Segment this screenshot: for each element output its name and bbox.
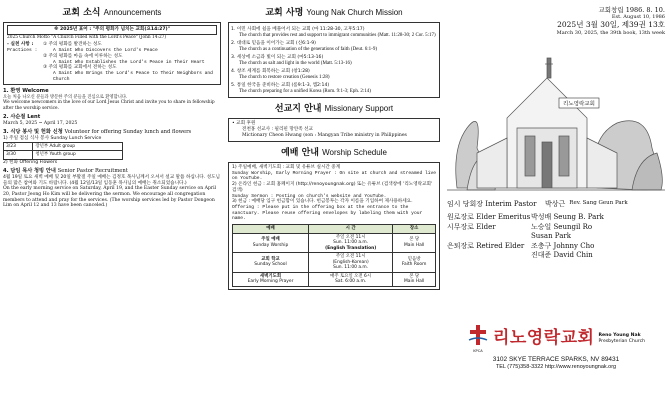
pastor-notice-en: On the early morning service on Saturday, April 19, and the Easter Sunday service on April 20, Pastor Jeong Ho Kim will be delivering the sermon. We encourage all congregation members to attend and pray for the services. (The worship services led by Pastor Dongeon Lim on April 12 and 13 have been canceled.) <box>3 186 217 209</box>
practice-label: - 실천 사항 : <box>7 42 34 48</box>
lunch-group: 장년부 Adult group <box>33 142 123 151</box>
staff-row-retired-elder-2 <box>447 251 665 260</box>
logo-en-line2: Presbyterian Church <box>598 338 646 344</box>
church-contact: TEL (775)358-3322 http://www.renoyoungnak.org <box>495 364 617 371</box>
schedule-time <box>309 253 393 273</box>
table-row <box>233 233 436 253</box>
service-time-note: (English-Korean) <box>332 259 369 265</box>
service-place-en: Main Hall <box>403 279 425 285</box>
mission-3-ko: 3. 세상에 소금과 빛이 되는 교회 (마5:13-16) <box>231 55 324 61</box>
schedule-header-place: 장소 <box>393 225 436 234</box>
staff-name: 진대준 David Chin <box>531 251 593 260</box>
staff-row-interim-pastor <box>447 200 665 209</box>
snack-heading-en: Volunteer for offering Sunday lunch and flowers <box>64 129 192 136</box>
mission-5-en: The church preparing for a unified Korea (Rom. 9:1-3; Eph. 2:14) <box>239 88 371 94</box>
staff-list <box>447 200 665 261</box>
support-item-label: 교회 후원 <box>236 121 256 127</box>
logo-row <box>447 324 665 353</box>
church-sign-text: 리노영락교회 <box>563 101 595 108</box>
service-name-en: Sunday School <box>254 262 287 268</box>
support-title-ko: 선교지 안내 <box>274 104 322 115</box>
staff-role: 은퇴장로 Retired Elder <box>447 241 525 250</box>
church-building-illustration <box>447 38 665 198</box>
service-place-en: Main Hall <box>403 242 425 248</box>
practice-2-ko: ② 주의 평화를 마음 속에 이루하는 성도 <box>43 53 123 59</box>
church-motto: ※ 2025년 표어 : "주의 평화가 넘치는 교회(요14:27)" <box>7 25 217 35</box>
service-name-ko: 교회 학교 <box>261 256 280 262</box>
schedule-service <box>233 233 309 253</box>
lunch-service-table <box>3 142 123 160</box>
pastor-heading-en: Senior Pastor Recruitment <box>57 168 128 175</box>
table-row <box>4 142 123 151</box>
table-row <box>233 253 436 273</box>
logo-name-ko: 리노영락교회 <box>492 327 595 348</box>
support-ko: 전천홍 선교사 : 필리핀 망얀족 선교 <box>242 127 313 133</box>
worship-note-2-en: Sunday Sermon : Posting on church's website and YouTube. <box>232 193 387 199</box>
schedule-header-time: 시 간 <box>309 225 393 234</box>
service-name-en: Early Morning Prayer <box>247 279 294 285</box>
worship-title-ko: 예배 안내 <box>281 147 319 158</box>
snack-heading-ko: 3. 식당 봉사 및 헌화 신청 <box>3 129 63 136</box>
founded-en: Est. August 10, 1986 <box>611 14 665 21</box>
snack-heading <box>3 129 221 136</box>
schedule-time <box>309 272 393 286</box>
practice-1-ko: ① 주의 평화를 발견하는 성도 <box>43 42 102 48</box>
bulletin-date-ko: 2025년 3월 30일, 제39권 13호 <box>557 20 665 30</box>
schedule-service <box>233 272 309 286</box>
mission-box <box>228 22 440 98</box>
practice-3-ko: ③ 주의 평화를 교회에서 전하는 성도 <box>43 65 117 71</box>
service-time-ko: 주일 오전 11시 <box>335 234 366 240</box>
worship-note-1-en: Sunday Worship, Early Morning Prayer : On site at church and streamed live on YouTube. <box>232 170 436 182</box>
staff-name: 박성배 Seung B. Park <box>531 213 604 222</box>
lunch-date: 3/30 <box>4 151 33 160</box>
staff-name: 조충구 Johnny Cho <box>531 241 595 250</box>
practice-1-en: A Saint Who Discovers the Lord's Peace <box>53 48 158 54</box>
schedule-place <box>393 253 436 273</box>
service-time-ko: 매주 토요일 오전 6시 <box>330 273 372 279</box>
mission-2-en: The church as a continuation of the generations of faith (Deut. 6:1-9) <box>239 46 378 52</box>
church-logo-block <box>447 321 665 401</box>
mission-2-ko: 2. 대대로 믿음을 이어가는 교회 (신6:1-9) <box>231 41 316 47</box>
table-row <box>4 151 123 160</box>
service-time-en: Sun. 11:00 a.m. <box>333 240 369 246</box>
service-time-en: Sat. 6:00 a.m. <box>335 279 367 285</box>
worship-schedule-table <box>232 224 436 287</box>
flowers-label: 2) 헌화 Offering Flowers <box>3 159 58 165</box>
mission-title-en: Young Nak Church Mission <box>306 8 403 17</box>
masthead <box>447 6 665 36</box>
staff-role: 원로장로 Elder Emeritus <box>447 213 531 222</box>
worship-box <box>228 162 440 290</box>
lunch-service-label: 1) 주일 점심 식사 봉사 Sunday Lunch Service <box>3 135 102 141</box>
cover-column <box>447 6 665 371</box>
mission-4-en: The church to restore creation (Genesis 1:28) <box>239 74 330 80</box>
support-title <box>228 104 440 115</box>
announcements-title-ko: 교회 소식 <box>62 8 101 18</box>
pastor-notice-ko: 4월 19일 토요 새벽 예배 및 20일 부활절 주일 예배는 김정호 목사님께서 오셔서 설교 말씀 하십니다. 성도님들의 많은 참여와 기도 바랍니다. (4월 12일/13일 임동훈 목사님의 예배는 취소되었습니다.) <box>3 174 220 186</box>
service-place-ko: 본 당 <box>409 273 420 279</box>
staff-role: 임시 당회장 Interim Pastor <box>447 200 537 208</box>
announcements-box <box>3 22 221 85</box>
announcements-title <box>3 8 221 19</box>
mission-column <box>228 6 440 290</box>
welcome-ko: 오늘 처음 나오신 분들과 방문한 주의 분들을 진심으로 환영합니다. <box>3 94 128 100</box>
founded-ko: 교회창립 1986. 8. 10. <box>598 6 665 14</box>
church-motto-en: 2025 Church Motto "A Church Filled with the Lord's Peace" (John 14:27) <box>7 34 167 40</box>
cross-logo-icon <box>467 324 489 346</box>
logo-abbr: KPCA <box>473 348 483 353</box>
staff-role: 시무장로 Elder <box>447 222 496 231</box>
mission-1-en: The church that provides rest and support to immigrant communities (Matt. 11:28-30; 2 Cor. 5:17) <box>239 32 436 38</box>
worship-note-3: 3) 헌금 : 예배당 입구 헌금함이 있습니다. 헌금봉투는 각자 이름을 기입하여 제사용하세요. <box>232 199 413 205</box>
mission-1-ko: 1. 이민 사회에 쉼을 베풀어서 되는 교회 (마 11:28-30, 고후5:17) <box>231 27 365 33</box>
service-time-note: (English Translation) <box>325 245 377 251</box>
announcements-column <box>3 6 221 209</box>
staff-name: 노승일 Seungil Ro <box>531 222 593 231</box>
lent-dates: March 5, 2025 ~ April 17, 2025 <box>3 120 78 126</box>
pastor-heading-ko: 4. 담임 목사 청빙 안내 <box>3 168 56 175</box>
lunch-date: 3/23 <box>4 142 33 151</box>
welcome-heading: 1. 환영 Welcome <box>3 88 49 95</box>
support-box <box>228 118 440 141</box>
staff-name: Susan Park <box>531 232 571 241</box>
church-address: 3102 SKYE TERRACE SPARKS, NV 89431 <box>492 356 620 364</box>
mission-title <box>228 8 440 19</box>
welcome-en: We welcome newcomers in the love of our Lord Jesus Christ and invite you to share in fellowship after the worship service. <box>3 100 215 111</box>
staff-name-en: Rev. Sang Geun Park <box>569 200 628 206</box>
logo-name-en <box>598 333 645 344</box>
service-name-ko: 새벽기도회 <box>259 273 282 279</box>
support-title-en: Missionary Support <box>324 104 394 114</box>
service-time-en: Sun. 11:00 a.m. <box>333 265 369 271</box>
kpca-emblem <box>467 324 489 353</box>
schedule-place <box>393 233 436 253</box>
staff-row-elder-2 <box>447 232 665 241</box>
worship-note-2: 2) 온라인 헌금 : 교회 홈페이지 (http://renoyoungnak.org) 또는 유튜브 (검색창에 '리노영락교회' 검색) <box>232 182 433 193</box>
service-name-en: Sunday Worship <box>252 242 289 248</box>
worship-note-3-en: Offering : Please put in the offering box at the entrance to the sanctuary. Please reuse offering envelopes by labeling them with your name. <box>232 205 423 222</box>
staff-row-retired-elder <box>447 242 665 251</box>
lunch-group: 청년부 Youth group <box>33 151 123 160</box>
schedule-time <box>309 233 393 253</box>
lent-heading: 2. 사순절 Lent <box>3 114 41 121</box>
bulletin-date-en: March 30, 2025, the 39th book, 13th week <box>556 29 665 36</box>
worship-title-en: Worship Schedule <box>322 147 387 157</box>
schedule-service <box>233 253 309 273</box>
mission-5-ko: 5. 통일 한국을 준비하는 교회 (롬9:1-3, 엡2:14) <box>231 83 330 89</box>
practice-3-en: A Saint Who Brings the Lord's Peace to Their Neighbors and Church <box>53 71 213 82</box>
practice-2-en: A Saint Who Establishes the Lord's Peace in Their Heart <box>53 59 205 65</box>
service-name-ko: 주일 예배 <box>261 237 280 243</box>
staff-row-elder-emeritus <box>447 213 665 222</box>
announcements-title-en: Announcements <box>103 8 162 17</box>
schedule-header-service: 예배 <box>233 225 309 234</box>
staff-row-elder <box>447 223 665 232</box>
table-row <box>233 272 436 286</box>
table-header-row <box>233 225 436 234</box>
support-en: Mictionary Cheon Hwang (son : Mangyan Tribe ministry in Philippines <box>242 132 407 138</box>
support-item: • 교회 후원 <box>232 121 256 127</box>
worship-note-1: 1) 주일예배, 새벽기도회 : 교회 및 유튜브 실시간 중계 <box>232 164 341 170</box>
service-place-ko: 믿음방 <box>407 256 421 262</box>
mission-3-en: The church as salt and light in the world (Matt. 5:13-16) <box>239 60 352 66</box>
staff-name: 박상근 <box>545 200 566 208</box>
mission-4-ko: 4. 창조 세계를 회복하는 교회 (창1:28) <box>231 69 310 75</box>
mission-title-ko: 교회 사명 <box>265 8 304 18</box>
logo-en-line1: Reno Young Nak <box>598 333 641 339</box>
service-time-ko: 주일 오전 11시 <box>335 254 366 260</box>
worship-title <box>228 148 440 159</box>
practices <box>7 42 217 82</box>
schedule-place <box>393 272 436 286</box>
service-place-en: Faith Room <box>401 262 427 268</box>
service-place-ko: 본 당 <box>409 237 420 243</box>
practice-label-en: Practices : <box>7 48 38 54</box>
